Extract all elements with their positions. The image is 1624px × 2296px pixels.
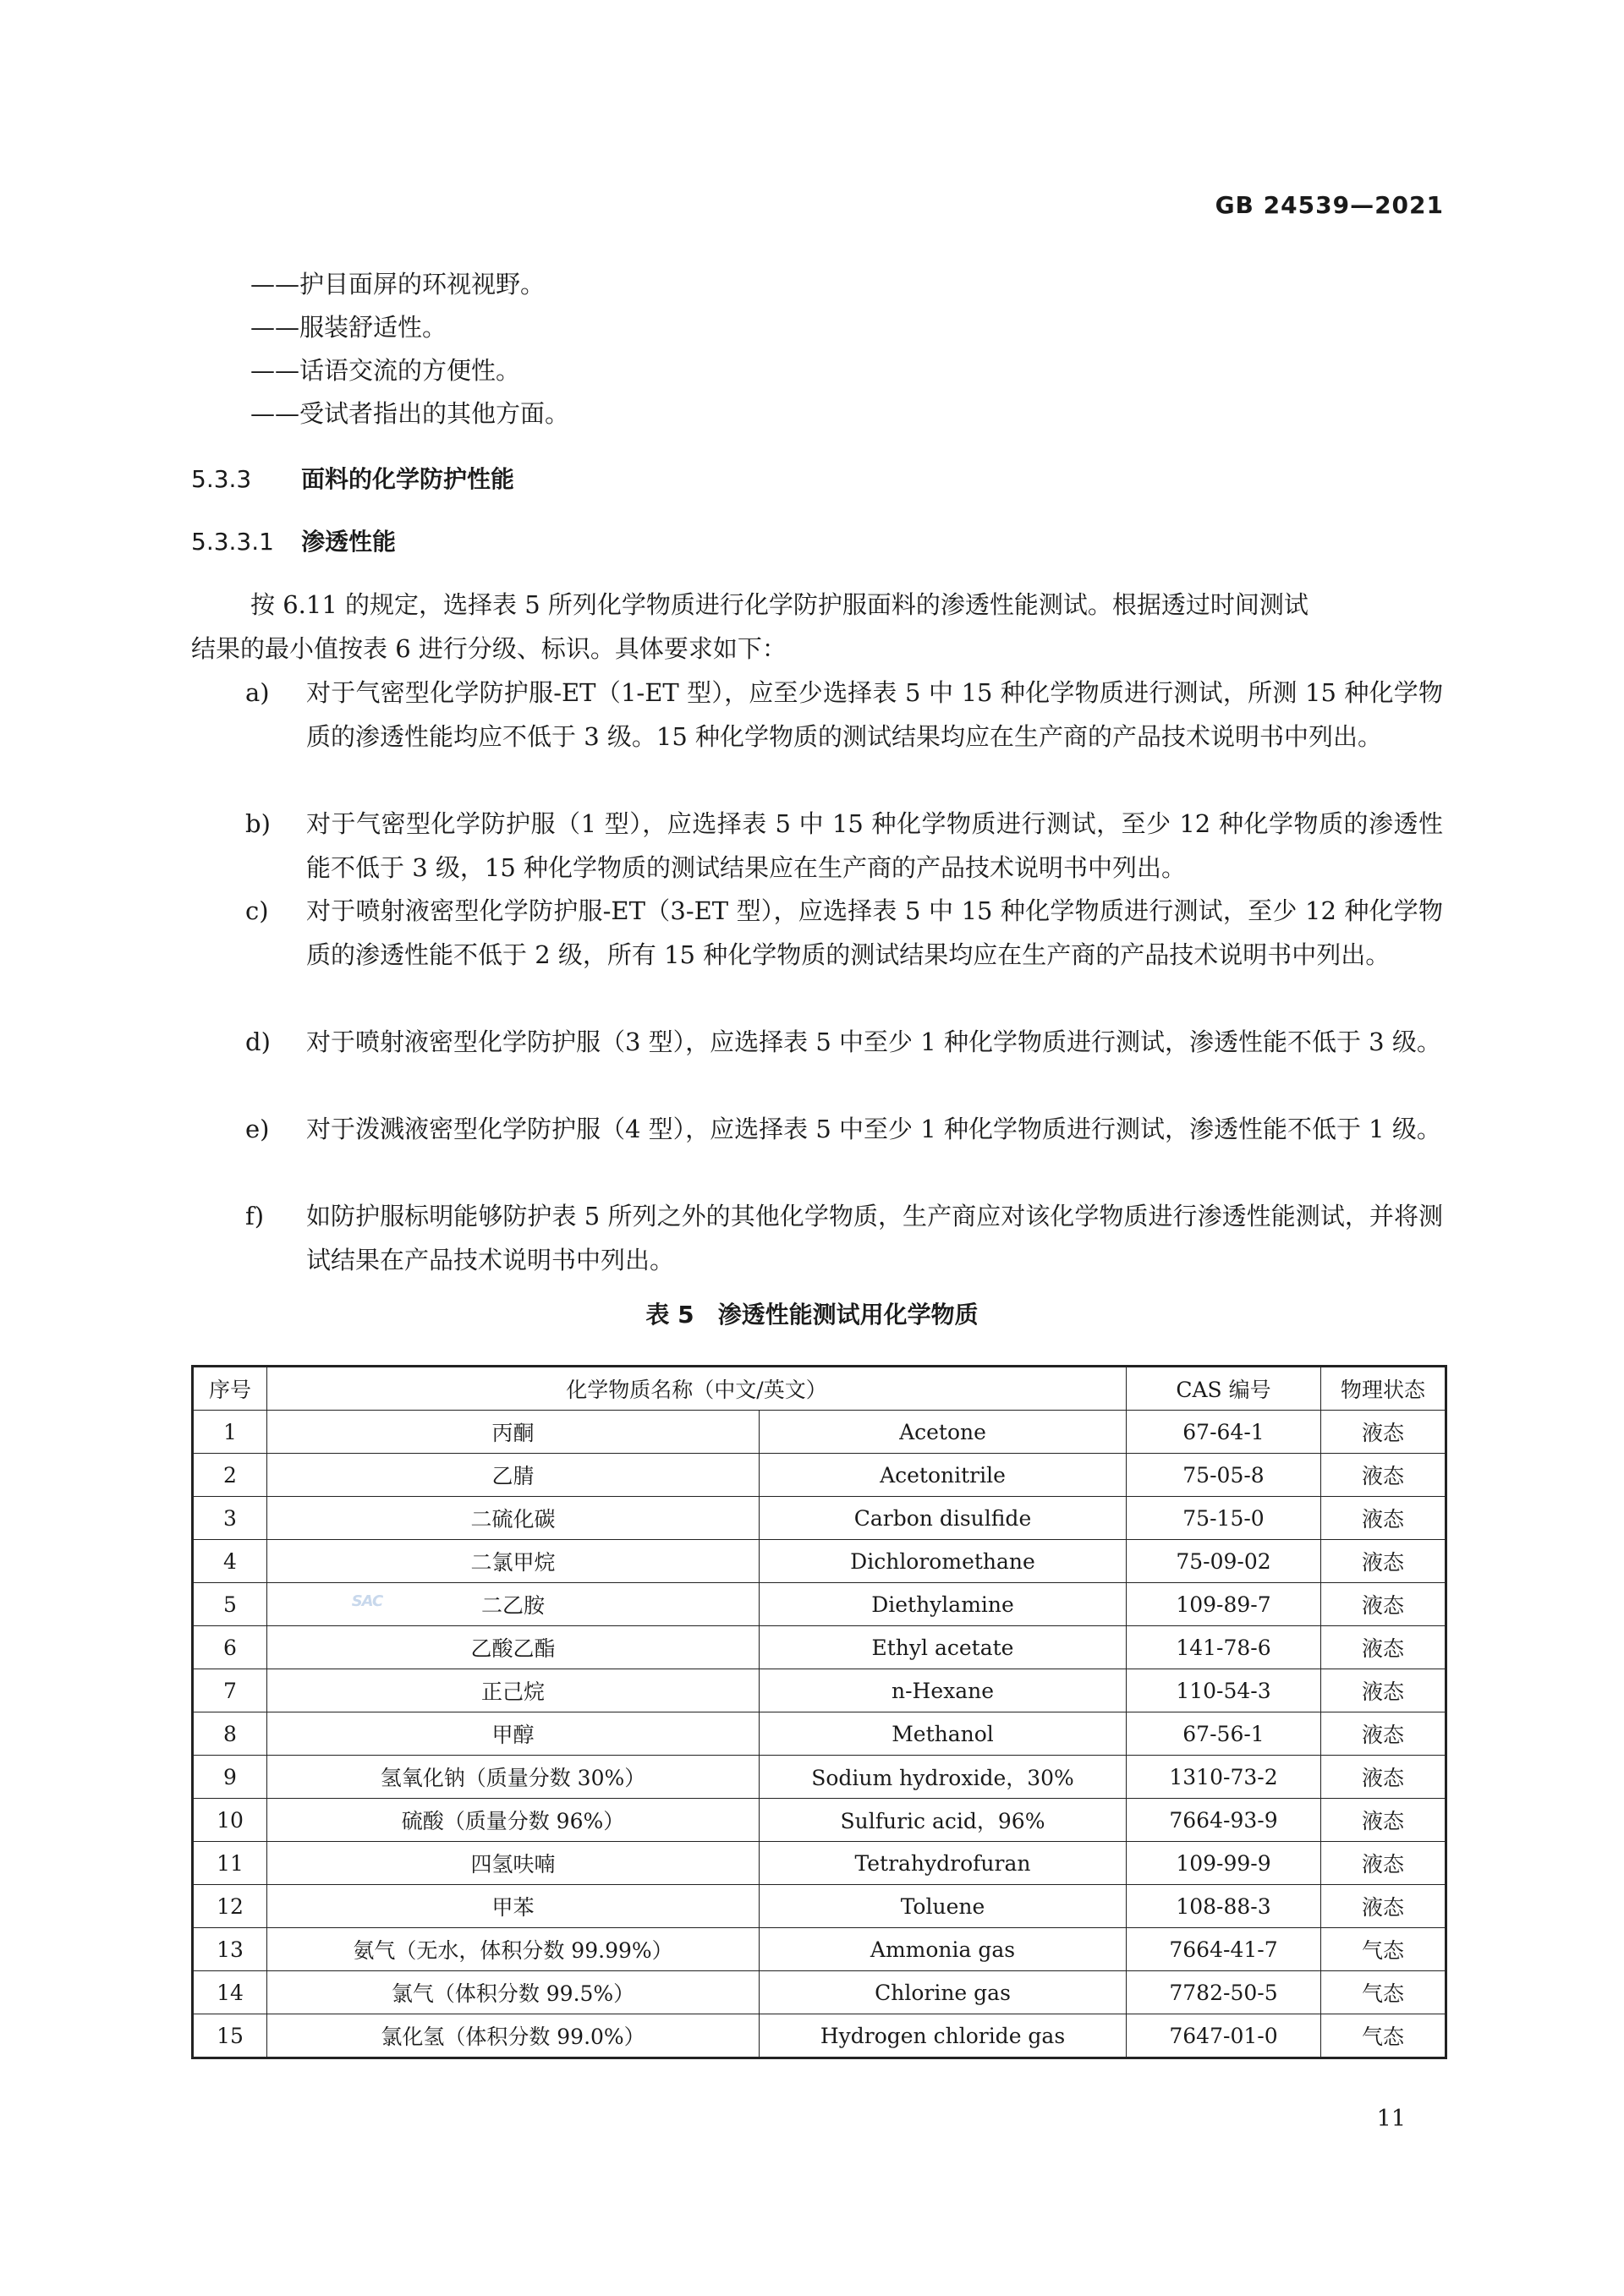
- cell-cas: 7664-93-9: [1127, 1799, 1321, 1842]
- list-item: ——受试者指出的其他方面。: [250, 399, 570, 428]
- cell-name-cn: 甲醇: [267, 1712, 760, 1756]
- cell-cas: 67-56-1: [1127, 1712, 1321, 1756]
- cell-state: 液态: [1321, 1799, 1446, 1842]
- cell-seq: 6: [193, 1626, 267, 1669]
- item-text: 对于泼溅液密型化学防护服（4 型），应选择表 5 中至少 1 种化学物质进行测试，渗透性能不低于 1 级。: [306, 1115, 1441, 1143]
- table-row: [193, 1712, 1446, 1756]
- cell-name-en: Ethyl acetate: [760, 1626, 1127, 1669]
- cell-name-cn: 四氢呋喃: [267, 1842, 760, 1885]
- table-row: [193, 2014, 1446, 2058]
- item-label: b): [245, 809, 271, 838]
- cell-state: 液态: [1321, 1540, 1446, 1583]
- item-label: c): [245, 896, 269, 925]
- requirement-item: [245, 1107, 1443, 1151]
- cell-state: 液态: [1321, 1669, 1446, 1712]
- table-row: [193, 1799, 1446, 1842]
- table-row: [193, 1626, 1446, 1669]
- cell-name-en: n-Hexane: [760, 1669, 1127, 1712]
- item-label: f): [245, 1202, 265, 1230]
- item-label: e): [245, 1115, 270, 1143]
- cell-seq: 4: [193, 1540, 267, 1583]
- table-row: [193, 1842, 1446, 1885]
- cell-cas: 7782-50-5: [1127, 1971, 1321, 2014]
- cell-state: 液态: [1321, 1583, 1446, 1626]
- cell-seq: 5: [193, 1583, 267, 1626]
- table-header-row: [193, 1367, 1446, 1411]
- cell-cas: 141-78-6: [1127, 1626, 1321, 1669]
- cell-name-en: Toluene: [760, 1885, 1127, 1928]
- requirement-item: [245, 802, 1443, 890]
- cell-seq: 3: [193, 1497, 267, 1540]
- cell-name-cn: 正己烷: [267, 1669, 760, 1712]
- cell-state: 液态: [1321, 1411, 1446, 1454]
- cell-state: 液态: [1321, 1712, 1446, 1756]
- cell-state: 气态: [1321, 1971, 1446, 2014]
- section-heading-5-3-3-1: [191, 525, 396, 559]
- header-state: 物理状态: [1321, 1367, 1446, 1411]
- cell-name-cn: 氢氧化钠（质量分数 30%）: [267, 1756, 760, 1799]
- cell-state: 液态: [1321, 1626, 1446, 1669]
- intro-paragraph: [191, 583, 1443, 671]
- cell-name-en: Chlorine gas: [760, 1971, 1127, 2014]
- cell-cas: 75-09-02: [1127, 1540, 1321, 1583]
- cell-name-en: Acetonitrile: [760, 1454, 1127, 1497]
- table-row: [193, 1497, 1446, 1540]
- intro-line: 按 6.11 的规定，选择表 5 所列化学物质进行化学防护服面料的渗透性能测试。根据透过时间测试: [250, 590, 1309, 619]
- cell-name-en: Hydrogen chloride gas: [760, 2014, 1127, 2058]
- cell-state: 液态: [1321, 1497, 1446, 1540]
- cell-seq: 1: [193, 1411, 267, 1454]
- cell-cas: 110-54-3: [1127, 1669, 1321, 1712]
- table-body: [193, 1411, 1446, 2058]
- item-text: 对于喷射液密型化学防护服（3 型），应选择表 5 中至少 1 种化学物质进行测试，渗透性能不低于 3 级。: [306, 1027, 1441, 1056]
- cell-cas: 109-89-7: [1127, 1583, 1321, 1626]
- cell-cas: 108-88-3: [1127, 1885, 1321, 1928]
- table-row: [193, 1756, 1446, 1799]
- requirement-item: [245, 889, 1443, 977]
- cell-name-cn: 硫酸（质量分数 96%）: [267, 1799, 760, 1842]
- section-title: 渗透性能: [301, 528, 397, 556]
- cell-name-cn: 甲苯: [267, 1885, 760, 1928]
- cell-state: 气态: [1321, 1928, 1446, 1971]
- sac-watermark-logo: SAC: [351, 1592, 383, 1610]
- cell-name-cn: 氨气（无水，体积分数 99.99%）: [267, 1928, 760, 1971]
- standard-code: GB 24539—2021: [1215, 191, 1444, 219]
- cell-state: 液态: [1321, 1885, 1446, 1928]
- cell-name-cn: 二硫化碳: [267, 1497, 760, 1540]
- cell-name-cn: 二氯甲烷: [267, 1540, 760, 1583]
- cell-seq: 7: [193, 1669, 267, 1712]
- cell-seq: 2: [193, 1454, 267, 1497]
- requirement-item: [245, 671, 1443, 759]
- chemicals-table: [191, 1365, 1447, 2059]
- cell-seq: 11: [193, 1842, 267, 1885]
- cell-seq: 13: [193, 1928, 267, 1971]
- item-label: d): [245, 1027, 271, 1056]
- cell-state: 液态: [1321, 1756, 1446, 1799]
- cell-seq: 12: [193, 1885, 267, 1928]
- table-row: [193, 1885, 1446, 1928]
- cell-name-cn: 丙酮: [267, 1411, 760, 1454]
- cell-state: 液态: [1321, 1454, 1446, 1497]
- table-row: [193, 1669, 1446, 1712]
- section-number: 5.3.3.1: [191, 528, 274, 556]
- cell-cas: 67-64-1: [1127, 1411, 1321, 1454]
- table-row: [193, 1928, 1446, 1971]
- cell-name-en: Sulfuric acid，96%: [760, 1799, 1127, 1842]
- section-title: 面料的化学防护性能: [301, 465, 515, 493]
- cell-name-en: Diethylamine: [760, 1583, 1127, 1626]
- cell-name-cn: 二乙胺: [267, 1583, 760, 1626]
- cell-name-en: Acetone: [760, 1411, 1127, 1454]
- cell-seq: 15: [193, 2014, 267, 2058]
- section-heading-5-3-3: [191, 463, 514, 496]
- page-number: 11: [1376, 2106, 1406, 2132]
- cell-seq: 9: [193, 1756, 267, 1799]
- table-row: [193, 1454, 1446, 1497]
- item-text: 对于气密型化学防护服-ET（1-ET 型），应至少选择表 5 中 15 种化学物质进行测试，所测 15 种化学物质的渗透性能均应不低于 3 级。15 种化学物质的测试结果均应在生产商的产品技术说明书中列出。: [306, 678, 1443, 751]
- cell-name-cn: 氯气（体积分数 99.5%）: [267, 1971, 760, 2014]
- list-item: ——服装舒适性。: [250, 313, 447, 342]
- cell-cas: 75-15-0: [1127, 1497, 1321, 1540]
- header-cas: CAS 编号: [1127, 1367, 1321, 1411]
- cell-cas: 7647-01-0: [1127, 2014, 1321, 2058]
- cell-name-en: Methanol: [760, 1712, 1127, 1756]
- table-row: [193, 1971, 1446, 2014]
- cell-state: 液态: [1321, 1842, 1446, 1885]
- cell-name-en: Tetrahydrofuran: [760, 1842, 1127, 1885]
- header-seq: 序号: [193, 1367, 267, 1411]
- section-number: 5.3.3: [191, 465, 252, 493]
- cell-state: 气态: [1321, 2014, 1446, 2058]
- cell-seq: 8: [193, 1712, 267, 1756]
- header-name: 化学物质名称（中文/英文）: [267, 1367, 1127, 1411]
- item-text: 对于气密型化学防护服（1 型），应选择表 5 中 15 种化学物质进行测试，至少 12 种化学物质的渗透性能不低于 3 级，15 种化学物质的测试结果应在生产商的产品技术说明书中列出。: [306, 809, 1443, 882]
- intro-line: 结果的最小值按表 6 进行分级、标识。具体要求如下：: [191, 634, 787, 663]
- cell-name-cn: 氯化氢（体积分数 99.0%）: [267, 2014, 760, 2058]
- cell-name-en: Ammonia gas: [760, 1928, 1127, 1971]
- cell-seq: 10: [193, 1799, 267, 1842]
- item-text: 如防护服标明能够防护表 5 所列之外的其他化学物质，生产商应对该化学物质进行渗透性能测试，并将测试结果在产品技术说明书中列出。: [306, 1202, 1443, 1274]
- item-text: 对于喷射液密型化学防护服-ET（3-ET 型），应选择表 5 中 15 种化学物质进行测试，至少 12 种化学物质的渗透性能不低于 2 级，所有 15 种化学物质的测试结果均应在生产商的产品技术说明书中列出。: [306, 896, 1443, 969]
- cell-cas: 109-99-9: [1127, 1842, 1321, 1885]
- list-item: ——话语交流的方便性。: [250, 356, 521, 385]
- table-row: [193, 1540, 1446, 1583]
- cell-cas: 7664-41-7: [1127, 1928, 1321, 1971]
- list-item: ——护目面屏的环视视野。: [250, 270, 546, 299]
- cell-name-en: Carbon disulfide: [760, 1497, 1127, 1540]
- cell-name-cn: 乙腈: [267, 1454, 760, 1497]
- cell-name-en: Sodium hydroxide，30%: [760, 1756, 1127, 1799]
- cell-name-en: Dichloromethane: [760, 1540, 1127, 1583]
- table-row: [193, 1411, 1446, 1454]
- requirement-item: [245, 1194, 1443, 1282]
- cell-name-cn: 乙酸乙酯: [267, 1626, 760, 1669]
- cell-cas: 1310-73-2: [1127, 1756, 1321, 1799]
- cell-cas: 75-05-8: [1127, 1454, 1321, 1497]
- item-label: a): [245, 678, 270, 707]
- cell-seq: 14: [193, 1971, 267, 2014]
- requirement-item: [245, 1020, 1443, 1064]
- table-caption: 表 5 渗透性能测试用化学物质: [645, 1301, 979, 1329]
